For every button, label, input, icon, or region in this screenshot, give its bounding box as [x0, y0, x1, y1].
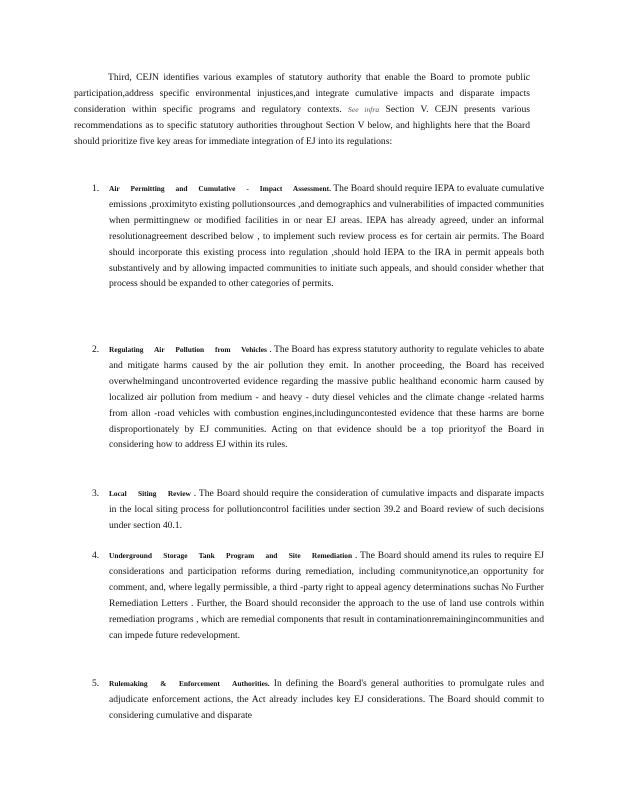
list-item-text: . The Board should amend its rules to require EJ considerations and participation reforms during remediation, including communitynotice,an opportunity for comment, and, where legally permissible, a third -party right to appeal agency determinations suchas No Further Remediation Letters . Further, the Board should reconsider the approach to the use of land use controls within remediation programs , which are remedial components that result in contaminationremainingincommunities and can impede future redevelopment.	[109, 550, 545, 641]
list-item	[92, 342, 544, 453]
list-item-heading: Air Permitting and Cumulative - Impact Assessment.	[109, 184, 331, 193]
list-item-number: 2.	[92, 344, 100, 355]
list-item-text: The Board should require IEPA to evaluate cumulative emissions ,proximityto existing pollutionsources ,and demographics and vulnerabilities of impacted communities when permittingnew or modified facilities in or near EJ areas. IEPA has already agreed, under an informal resolutionagreement described below , to implement such review process es for certain air permits. The Board should incorporate this existing process into regulation ,should hold IEPA to the IRA in permit appeals both substantively and by allowing impacted communities to initiate such appeals, and should consider whether that process should be expanded to other categories of permits.	[109, 183, 545, 290]
list-item-number: 3.	[92, 488, 100, 499]
intro-paragraph	[74, 70, 530, 150]
list-item	[92, 548, 544, 643]
list-item-text: In defining the Board's general authorities to promulgate rules and adjudicate enforcement actions, the Act already includes key EJ considerations. The Board should commit to considering cumulative and disparate	[109, 678, 545, 721]
intro-text: Third, CEJN identifies various examples of statutory authority that enable the Board to promote public participation,address specific environmental injustices,and integrate cumulative impacts and disparate impacts consideration within specific programs and regulatory contexts.	[74, 72, 530, 115]
list-item-number: 5.	[92, 678, 100, 689]
list-item-heading: Underground Storage Tank Program and Site Remediation	[109, 551, 353, 560]
list-item-text: . The Board has express statutory authority to regulate vehicles to abate and mitigate harms caused by the air pollution they emit. In another proceeding, the Board has received overwhelmingand uncontroverted evidence regarding the massive public healthand economic harm caused by localized air pollution from medium - and heavy - duty diesel vehicles and the climate change -related harms from allon -road vehicles with combustion engines,includinguncontested evidence that these harms are borne disproportionately by EJ communities. Acting on that evidence should be a top priorityof the Board in considering how to address EJ within its rules.	[109, 344, 545, 451]
list-item-number: 1.	[92, 183, 100, 194]
intro-text-continued: Section V. CEJN presents various recommendations as to specific statutory authorities throughout Section V below, and highlights here that the Board should prioritize five key areas for immediate integration of EJ into its regulations:	[74, 103, 530, 147]
list-item-heading: Rulemaking & Enforcement Authorities.	[109, 679, 270, 688]
list-item-heading: Regulating Air Pollution from Vehicles	[109, 345, 267, 354]
list-item-heading: Local Siting Review	[109, 489, 191, 498]
list-item	[92, 181, 544, 292]
see-infra-citation: See infra	[348, 104, 380, 114]
list-item-text: . The Board should require the consideration of cumulative impacts and disparate impacts in the local siting process for pollutioncontrol facilities under section 39.2 and Board review of such decisions under section 40.1.	[109, 488, 544, 531]
list-item	[92, 676, 544, 724]
list-item-number: 4.	[92, 550, 100, 561]
list-item	[92, 486, 544, 534]
